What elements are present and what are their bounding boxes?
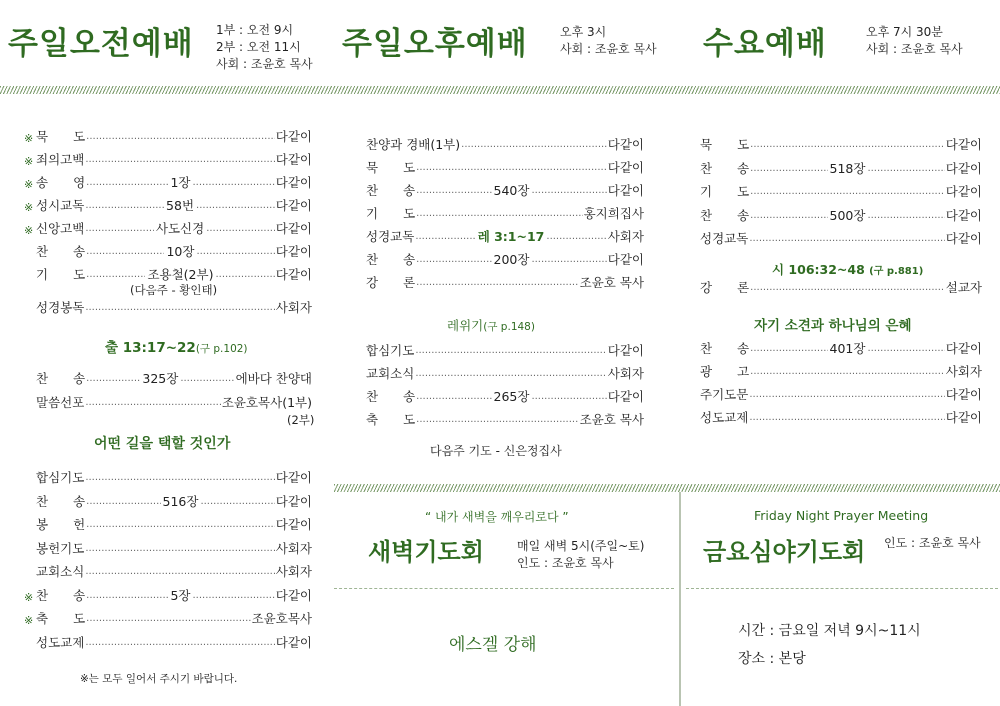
leader-dots [750,281,945,296]
order-row [700,339,982,357]
leader-dots [461,138,607,153]
order-item-person: 다같이 [275,129,312,144]
order-row [366,364,644,382]
wednesday-service-info [866,24,963,58]
order-row [24,492,312,510]
dawn-topic: 에스겔 강해 [449,635,537,655]
order-row [24,586,312,604]
order-row [366,410,644,428]
stand-mark: ※ [24,614,34,627]
leader-dots [416,207,582,222]
order-row [24,539,312,557]
order-row [366,273,644,291]
order-item-name: 찬 송 [366,183,416,198]
order-row [366,387,644,405]
order-item-name: 찬 송 [700,160,750,176]
order-item-name: 축 도 [36,611,86,626]
order-item-person: 다같이 [607,183,645,198]
order-row [24,633,312,651]
order-item-detail: 조용철(2부) [147,267,214,282]
order-item-name: 찬 송 [36,244,86,259]
leader-dots [85,222,154,237]
order-item-name: 봉헌기도 [36,540,85,556]
order-item-name: 말씀선포 [36,395,85,410]
order-row [700,362,982,380]
order-row [700,159,982,177]
leader-dots [85,396,221,411]
order-item-person: 다같이 [607,389,645,404]
leader-dots [750,138,945,153]
order-item-name: 성경교독 [700,231,749,246]
order-row [366,204,644,222]
order-item-name: 성시교독 [36,198,85,213]
order-item-name: 축 도 [366,412,416,427]
order-row [700,408,982,426]
order-item-name: 봉 헌 [36,517,86,532]
order-item-person: 에바다 찬양대 [235,371,312,386]
order-row [366,135,644,153]
friday-dash-line [686,588,998,589]
leader-dots [415,344,606,359]
order-item-name: 묵 도 [36,129,86,144]
order-item-person: 다같이 [945,160,983,176]
leader-dots [86,268,145,283]
leader-dots [531,253,606,268]
leader-dots [415,367,606,382]
leader-dots [749,388,944,403]
order-item-name: 성도교제 [36,634,85,650]
order-item-name: 묵 도 [700,137,750,152]
order-item-name: 찬 송 [36,493,86,509]
order-item-person: 다같이 [945,184,982,199]
order-row [700,229,982,247]
order-item-detail: 401장 [829,341,866,356]
order-item-name: 묵 도 [366,160,416,175]
order-row [24,173,312,191]
leader-dots [867,209,944,224]
order-item-name: 찬 송 [36,371,86,386]
order-item-detail: 325장 [142,371,179,386]
afternoon-service-info [560,24,657,58]
order-row [24,609,312,627]
leader-dots [86,612,250,627]
leader-dots [215,268,274,283]
order-row-reading [36,298,312,316]
order-item-name: 성경교독 [366,229,415,244]
wednesday-info-line: 사회 : 조윤호 목사 [866,42,963,56]
leader-dots [750,342,827,357]
leader-dots [416,184,491,199]
leader-dots [196,245,274,260]
order-item-detail: 516장 [162,493,199,509]
header-divider [0,86,1000,94]
order-item-name: 찬 송 [366,389,416,404]
leader-dots [750,209,827,224]
leader-dots [867,342,944,357]
order-row [24,468,312,486]
leader-dots [416,276,578,291]
morning-sermon-title: 어떤 길을 택할 것인가 [94,436,231,452]
order-item-person: 다같이 [945,207,983,223]
leader-dots [85,636,274,651]
morning-service-title: 주일오전예배 [8,26,194,62]
leader-dots [180,372,234,387]
friday-leader: 인도 : 조윤호 목사 [884,536,981,550]
leader-dots [750,365,945,380]
order-item-name: 송 영 [36,175,86,190]
order-item-person: 다같이 [607,160,644,175]
order-item-person: 다같이 [275,517,312,532]
order-item-person: 조윤호목사(1부) [221,395,312,410]
order-row [366,158,644,176]
leader-dots [416,390,491,405]
order-item-person: 다같이 [275,175,313,190]
order-row [24,219,312,237]
order-item-detail: 10장 [166,244,195,259]
order-item-person: 다같이 [275,244,312,259]
order-row [366,250,644,268]
next-week-prayer: (다음주 - 황인태) [130,283,218,297]
order-item-detail: 200장 [493,252,530,267]
order-item-person: 다같이 [275,634,312,650]
order-row [24,150,312,168]
order-item-name: 찬 송 [700,341,750,356]
order-item-person: 다같이 [275,198,312,213]
friday-subtitle: Friday Night Prayer Meeting [754,508,929,523]
order-item-person: 조윤호목사 [251,611,312,626]
order-row [24,515,312,533]
leader-dots [546,230,606,245]
leader-dots [196,199,275,214]
leader-dots [192,589,274,604]
leader-dots [750,185,945,200]
order-item-person: 사회자 [607,229,644,244]
leader-dots [86,589,168,604]
order-item-detail: 1장 [170,175,191,190]
order-item-name: 찬 송 [36,587,86,603]
lower-vertical-divider [679,492,681,706]
leader-dots [531,184,606,199]
order-item-person: 다같이 [607,137,644,152]
order-item-name: 찬양과 경배(1부) [366,137,461,152]
morning-info-line: 사회 : 조윤호 목사 [216,57,313,71]
wednesday-service-title: 수요예배 [703,26,827,62]
order-item-person: 사회자 [607,366,644,381]
dawn-prayer-info [517,538,644,572]
leader-dots [206,222,275,237]
order-item-person: 다같이 [275,267,312,282]
order-row [24,127,312,145]
stand-mark: ※ [24,201,34,214]
leader-dots [86,495,160,510]
order-item-detail: 540장 [493,183,530,198]
leader-dots [86,176,168,191]
standing-footnote: ※는 모두 일어서 주시기 바랍니다. [80,673,238,685]
order-item-detail: 518장 [829,160,866,176]
order-item-name: 찬 송 [700,207,750,223]
leader-dots [85,542,274,557]
order-item-detail: 58번 [166,198,195,213]
order-row [700,206,982,224]
order-item-name: 기 도 [36,267,86,282]
order-item-name: 교회소식 [366,366,415,381]
order-item-detail: 레 3:1~17 [477,229,545,244]
order-row [700,385,982,403]
scripture-text: 시 106:32~48 [772,262,865,277]
order-row [24,265,312,283]
leader-dots [416,161,607,176]
order-item-person: 다같이 [945,387,982,402]
leader-dots [200,495,274,510]
order-item-person: 홍지희집사 [583,206,644,221]
stand-mark: ※ [24,132,34,145]
leader-dots [86,130,275,145]
dawn-quote: “ 내가 새벽을 깨우리로다 ” [425,510,569,524]
order-item-person: 사회자 [275,564,312,579]
order-item-name: 기 도 [366,206,416,221]
order-row [700,135,982,153]
order-row [366,227,644,245]
order-row [24,196,312,214]
stand-mark: ※ [24,224,34,237]
leader-dots [749,232,944,247]
order-item-name: 강 론 [700,280,750,295]
afternoon-info-line: 오후 3시 [560,25,607,39]
scripture-ref: (구 p.102) [195,343,248,355]
order-item-person: 다같이 [945,341,983,356]
second-service-note: (2부) [287,413,315,427]
afternoon-sermon-title [447,316,535,334]
order-item-person: 다같이 [275,221,313,236]
order-item-name: 광 고 [700,364,750,379]
order-item-name: 합심기도 [36,470,85,485]
leader-dots [85,301,274,316]
leader-dots [85,153,274,168]
leader-dots [416,253,491,268]
scripture-text: 출 13:17~22 [105,340,196,356]
order-item-person: 조윤호 목사 [579,412,644,427]
order-row-lecture [700,278,982,296]
order-item-person: 다같이 [275,587,313,603]
leader-dots [86,245,164,260]
leader-dots [85,199,164,214]
order-item-name: 성경봉독 [36,300,85,315]
leader-dots [86,372,140,387]
order-item-person: 사회자 [275,300,312,315]
dawn-prayer-title: 새벽기도회 [368,538,484,566]
leader-dots [750,162,827,177]
order-row [36,393,312,411]
order-item-person: 설교자 [945,280,982,295]
order-item-name: 신앙고백 [36,221,85,236]
lower-divider [334,484,1000,492]
leader-dots [192,176,274,191]
afternoon-service-title: 주일오후예배 [342,26,528,62]
order-item-name: 합심기도 [366,343,415,358]
friday-time: 시간 : 금요일 저녁 9시~11시 [738,623,921,639]
afternoon-info-line: 사회 : 조윤호 목사 [560,42,657,56]
order-item-person: 다같이 [945,410,982,425]
leader-dots [415,230,475,245]
sermon-ref: (구 p.148) [483,321,535,333]
stand-mark: ※ [24,590,34,604]
leader-dots [85,471,274,486]
order-item-detail: 500장 [829,207,866,223]
order-row [366,341,644,359]
morning-scripture [105,336,248,356]
order-item-person: 다같이 [945,137,982,152]
order-item-detail: 265장 [493,389,530,404]
afternoon-next-prayer: 다음주 기도 - 신은정집사 [430,444,562,458]
stand-mark: ※ [24,178,34,191]
leader-dots [416,413,578,428]
order-item-detail: 사도신경 [155,221,205,236]
stand-mark: ※ [24,155,34,168]
order-item-person: 다같이 [945,231,982,246]
wednesday-sermon-title: 자기 소견과 하나님의 은혜 [754,318,912,334]
order-item-detail: 5장 [170,587,191,603]
dawn-info-line: 인도 : 조윤호 목사 [517,556,614,570]
order-row [36,369,312,387]
leader-dots [85,565,274,580]
order-item-person: 다같이 [275,493,313,509]
scripture-ref: (구 p.881) [869,266,924,277]
order-item-name: 죄의고백 [36,152,85,167]
order-row [700,182,982,200]
leader-dots [867,162,944,177]
order-item-name: 성도교제 [700,410,749,425]
order-item-name: 강 론 [366,275,416,290]
order-item-person: 사회자 [275,540,312,556]
wednesday-scripture [772,260,923,278]
order-item-person: 다같이 [607,343,644,358]
order-item-person: 조윤호 목사 [579,275,644,290]
leader-dots [749,411,944,426]
order-row [366,181,644,199]
order-row [24,562,312,580]
order-row [24,242,312,260]
order-item-person: 사회자 [945,364,982,379]
dawn-info-line: 매일 새벽 5시(주일~토) [517,539,645,553]
order-item-person: 다같이 [275,470,312,485]
leader-dots [86,518,275,533]
morning-info-line: 1부 : 오전 9시 [216,23,294,37]
order-item-person: 다같이 [607,252,645,267]
dawn-dash-line [334,588,674,589]
morning-info-line: 2부 : 오전 11시 [216,40,301,54]
morning-service-info [216,22,313,73]
wednesday-info-line: 오후 7시 30분 [866,25,943,39]
friday-prayer-title: 금요심야기도회 [703,538,866,566]
friday-place: 장소 : 본당 [738,651,806,667]
order-item-name: 찬 송 [366,252,416,267]
order-item-name: 주기도문 [700,387,749,402]
order-item-name: 기 도 [700,184,750,199]
leader-dots [531,390,606,405]
sermon-text: 레위기 [447,318,484,333]
order-item-person: 다같이 [275,152,312,167]
order-item-name: 교회소식 [36,564,85,579]
